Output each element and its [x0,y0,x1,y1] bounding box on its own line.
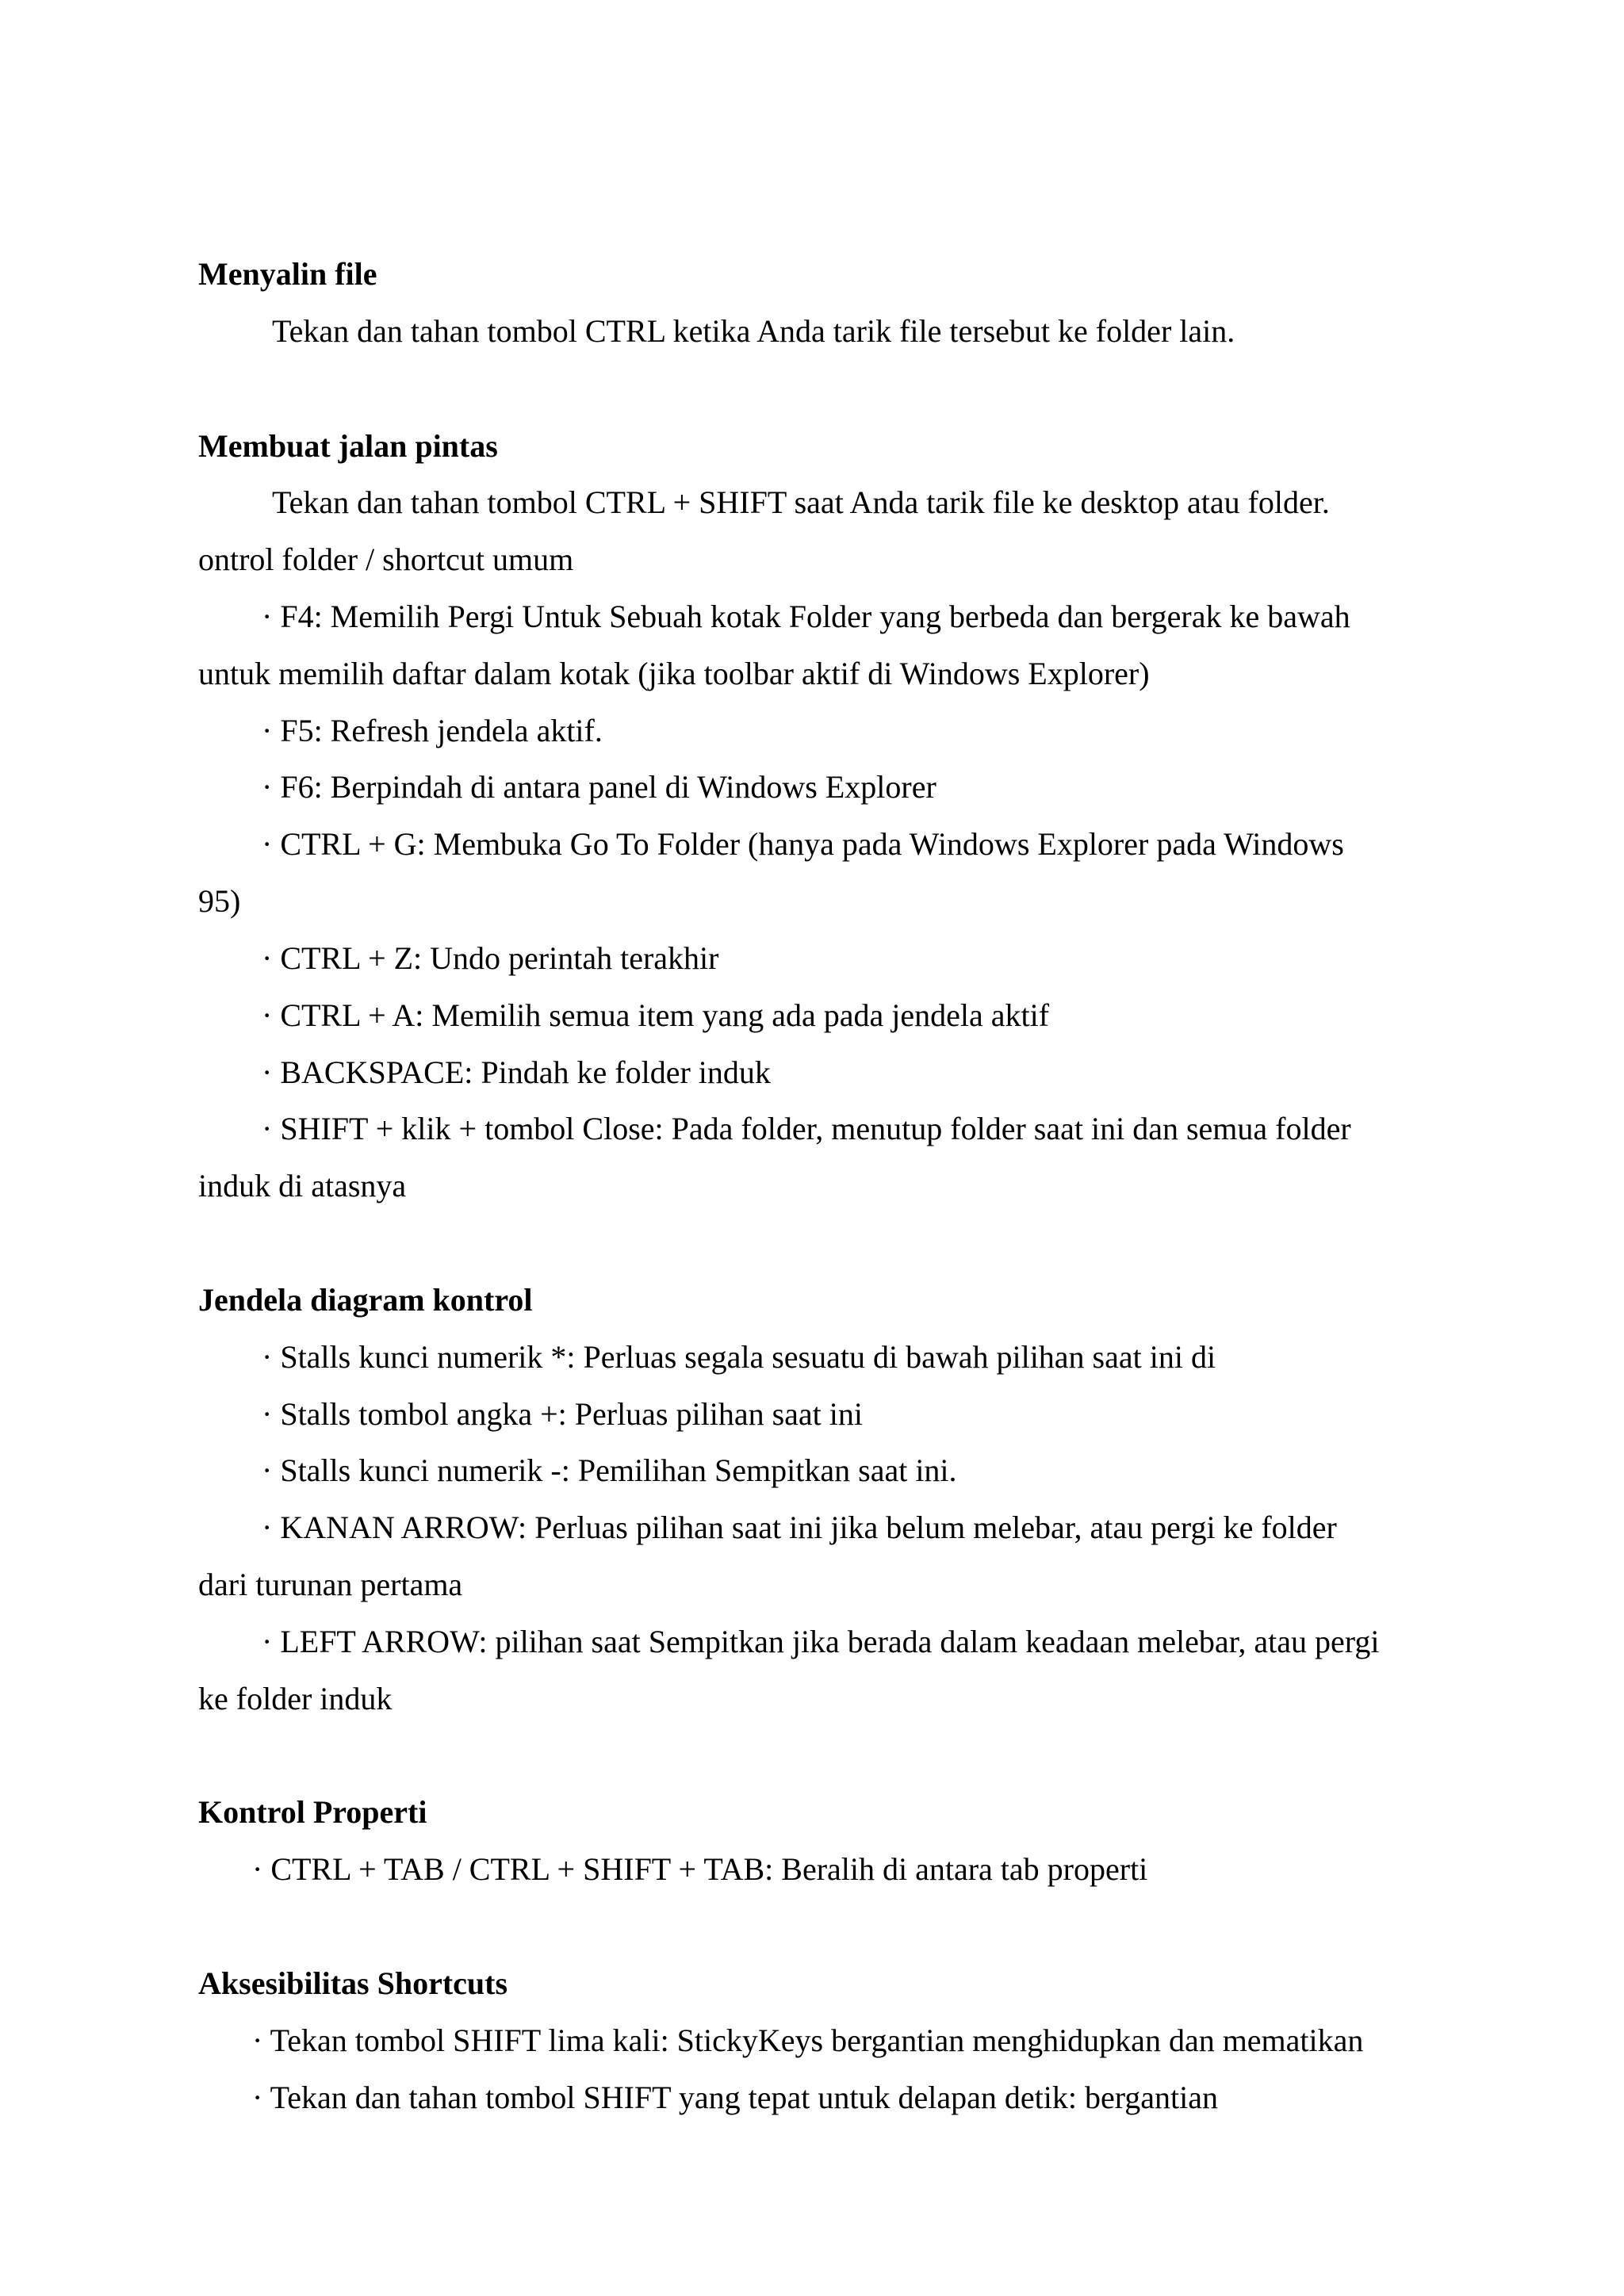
section-heading-kontrol-properti: Kontrol Properti [198,1794,427,1830]
list-item: · CTRL + G: Membuka Go To Folder (hanya pada Windows Explorer pada Windows [262,826,1344,862]
section-heading-jendela-diagram-kontrol: Jendela diagram kontrol [198,1282,533,1318]
list-item-continuation: 95) [198,883,241,919]
paragraph-line: Tekan dan tahan tombol CTRL + SHIFT saat Anda tarik file ke desktop atau folder. [272,484,1330,520]
list-item-continuation: induk di atasnya [198,1168,407,1203]
list-item: · Stalls kunci numerik *: Perluas segala sesuatu di bawah pilihan saat ini di [262,1339,1216,1375]
list-item: · CTRL + A: Memilih semua item yang ada pada jendela aktif [262,997,1050,1033]
list-item: · BACKSPACE: Pindah ke folder induk [262,1054,771,1090]
list-item: · Tekan tombol SHIFT lima kali: StickyKeys bergantian menghidupkan dan mematikan [252,2022,1364,2058]
section-heading-menyalin-file: Menyalin file [198,256,377,292]
list-item: · LEFT ARROW: pilihan saat Sempitkan jika berada dalam keadaan melebar, atau pergi [262,1624,1380,1659]
list-item: · KANAN ARROW: Perluas pilihan saat ini jika belum melebar, atau pergi ke folder [262,1510,1337,1545]
list-item: · F5: Refresh jendela aktif. [262,713,603,748]
list-item: · Stalls tombol angka +: Perluas pilihan saat ini [262,1396,864,1432]
list-item: · Tekan dan tahan tombol SHIFT yang tepat untuk delapan detik: bergantian [252,2080,1219,2115]
list-item: · F6: Berpindah di antara panel di Windows Explorer [262,769,936,805]
list-item: · CTRL + TAB / CTRL + SHIFT + TAB: Beralih di antara tab properti [252,1851,1148,1887]
list-item: · Stalls kunci numerik -: Pemilihan Sempitkan saat ini. [262,1452,957,1488]
section-heading-aksesibilitas-shortcuts: Aksesibilitas Shortcuts [198,1965,508,2001]
paragraph-line: ontrol folder / shortcut umum [198,541,574,577]
list-item: · F4: Memilih Pergi Untuk Sebuah kotak Folder yang berbeda dan bergerak ke bawah [262,599,1350,634]
list-item: · CTRL + Z: Undo perintah terakhir [262,940,719,976]
section-heading-membuat-jalan-pintas: Membuat jalan pintas [198,428,498,464]
list-item-continuation: ke folder induk [198,1681,393,1716]
list-item-continuation: dari turunan pertama [198,1567,463,1602]
list-item-continuation: untuk memilih daftar dalam kotak (jika toolbar aktif di Windows Explorer) [198,656,1150,691]
paragraph-line: Tekan dan tahan tombol CTRL ketika Anda tarik file tersebut ke folder lain. [272,313,1235,349]
list-item: · SHIFT + klik + tombol Close: Pada folder, menutup folder saat ini dan semua folder [262,1111,1351,1146]
